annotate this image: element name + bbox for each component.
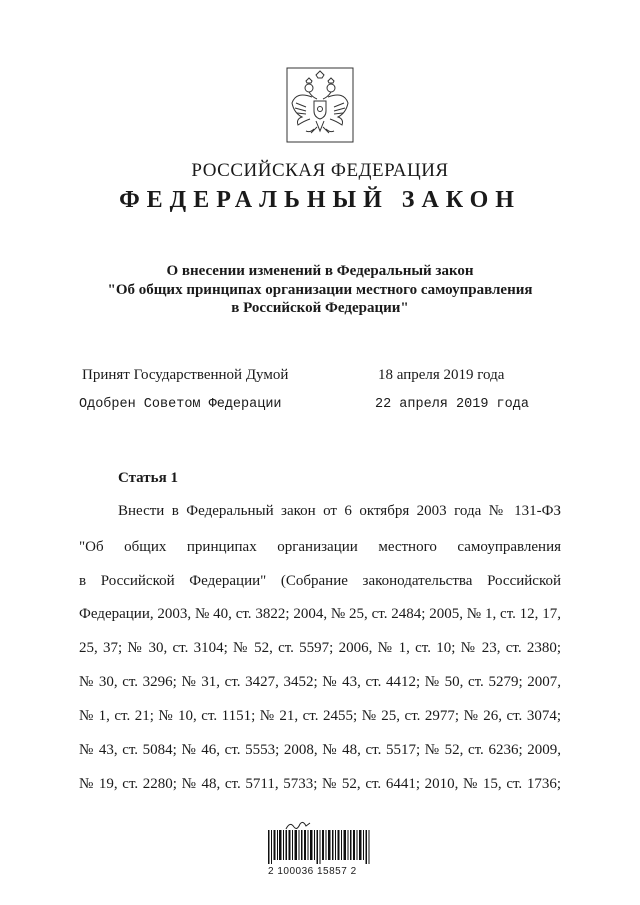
article-text-line: № 43, ст. 5084; № 46, ст. 5553; 2008, № 48, ст. 5517; № 52, ст. 6236; 2009,	[79, 742, 561, 758]
article-text-line: в Российской Федерации" (Собрание законодательства Российской	[79, 573, 561, 589]
barcode-number: 2 100036 15857 2	[268, 866, 357, 877]
barcode-icon	[268, 830, 372, 864]
duma-adoption-label: Принят Государственной Думой	[82, 367, 289, 383]
article-text-line: Федерации, 2003, № 40, ст. 3822; 2004, № 25, ст. 2484; 2005, № 1, ст. 12, 17,	[79, 606, 561, 622]
coat-of-arms-icon	[286, 67, 354, 143]
article-title: Статья 1	[118, 470, 178, 486]
council-approval-date: 22 апреля 2019 года	[375, 397, 529, 412]
article-text-line: № 30, ст. 3296; № 31, ст. 3427, 3452; № 43, ст. 4412; № 50, ст. 5279; 2007,	[79, 674, 561, 690]
article-text-line: "Об общих принципах организации местного самоуправления	[79, 539, 561, 555]
duma-adoption-date: 18 апреля 2019 года	[378, 367, 505, 383]
subject-line: "Об общих принципах организации местного самоуправления	[107, 281, 533, 298]
country-heading: РОССИЙСКАЯ ФЕДЕРАЦИЯ	[191, 160, 449, 181]
council-approval-label: Одобрен Советом Федерации	[79, 397, 282, 412]
document-barcode	[268, 820, 372, 880]
article-text-line: Внести в Федеральный закон от 6 октября 2003 года № 131-ФЗ	[118, 503, 561, 519]
law-type-heading: ФЕДЕРАЛЬНЫЙ ЗАКОН	[119, 187, 521, 213]
article-text-line: № 1, ст. 21; № 10, ст. 1151; № 21, ст. 2455; № 25, ст. 2977; № 26, ст. 3074;	[79, 708, 561, 724]
law-subject-title	[60, 262, 580, 318]
article-text-line: № 19, ст. 2280; № 48, ст. 5711, 5733; № 52, ст. 6441; 2010, № 15, ст. 1736;	[79, 776, 561, 792]
subject-line: О внесении изменений в Федеральный закон	[166, 263, 474, 279]
article-text-line: 25, 37; № 30, ст. 3104; № 52, ст. 5597; 2006, № 1, ст. 10; № 23, ст. 2380;	[79, 640, 561, 656]
subject-line: в Российской Федерации"	[231, 300, 409, 316]
